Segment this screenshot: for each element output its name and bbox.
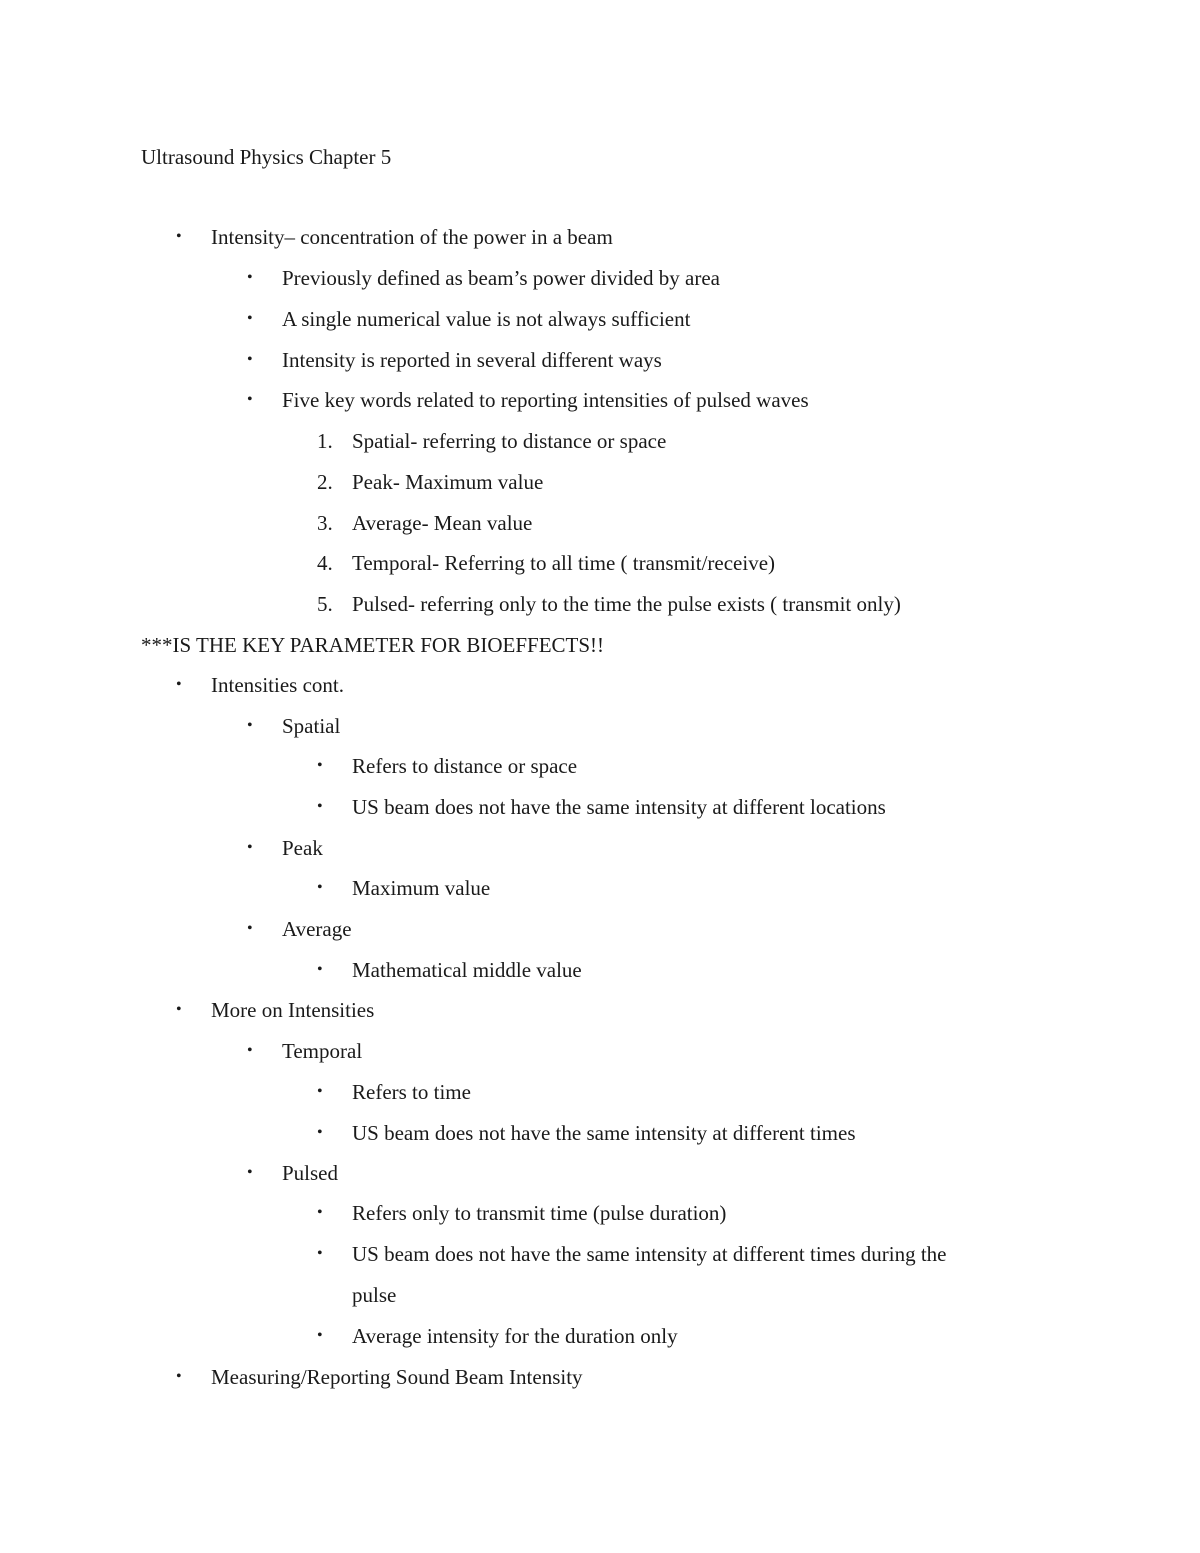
bullet-marker: • — [317, 1204, 323, 1221]
list-item: Temporal — [282, 1039, 363, 1063]
bullet-marker: • — [247, 310, 253, 327]
numbered-item: Peak- Maximum value — [352, 470, 544, 494]
list-item: Peak — [282, 836, 323, 860]
bullet-marker: • — [176, 676, 182, 693]
key-note: ***IS THE KEY PARAMETER FOR BIOEFFECTS!! — [141, 633, 605, 657]
list-item: Refers to distance or space — [352, 754, 578, 778]
bullet-marker: • — [247, 391, 253, 408]
list-number: 3. — [317, 511, 333, 535]
list-item: More on Intensities — [211, 998, 375, 1022]
list-item: US beam does not have the same intensity at different times — [352, 1121, 856, 1145]
bullet-marker: • — [247, 717, 253, 734]
bullet-marker: • — [317, 1245, 323, 1262]
bullet-marker: • — [317, 798, 323, 815]
bullet-marker: • — [176, 1368, 182, 1385]
document-title: Ultrasound Physics Chapter 5 — [141, 145, 392, 169]
list-item: Maximum value — [352, 876, 491, 900]
bullet-marker: • — [247, 920, 253, 937]
list-item: Intensity is reported in several different ways — [282, 348, 662, 372]
list-item: US beam does not have the same intensity at different locations — [352, 795, 886, 819]
list-item: Refers to time — [352, 1080, 471, 1104]
list-item: Pulsed — [282, 1161, 339, 1185]
list-number: 4. — [317, 551, 333, 575]
bullet-marker: • — [317, 961, 323, 978]
list-item: Measuring/Reporting Sound Beam Intensity — [211, 1365, 583, 1389]
list-item-continuation: pulse — [352, 1283, 397, 1307]
bullet-marker: • — [247, 1042, 253, 1059]
list-number: 2. — [317, 470, 333, 494]
bullet-marker: • — [317, 1083, 323, 1100]
list-item: Average intensity for the duration only — [352, 1324, 678, 1348]
bullet-marker: • — [247, 351, 253, 368]
list-item: Refers only to transmit time (pulse duration) — [352, 1201, 727, 1225]
list-item: Average — [282, 917, 352, 941]
bullet-marker: • — [247, 1164, 253, 1181]
list-item: Intensities cont. — [211, 673, 344, 697]
bullet-marker: • — [317, 879, 323, 896]
numbered-item: Temporal- Referring to all time ( transmit/receive) — [352, 551, 776, 575]
list-item: US beam does not have the same intensity at different times during the — [352, 1242, 947, 1266]
list-item: Five key words related to reporting intensities of pulsed waves — [282, 388, 809, 412]
list-item: Mathematical middle value — [352, 958, 582, 982]
bullet-marker: • — [317, 1327, 323, 1344]
bullet-marker: • — [247, 839, 253, 856]
numbered-item: Average- Mean value — [352, 511, 533, 535]
list-item: Intensity– concentration of the power in a beam — [211, 225, 613, 249]
list-number: 5. — [317, 592, 333, 616]
bullet-marker: • — [176, 1001, 182, 1018]
list-item: Previously defined as beam’s power divided by area — [282, 266, 720, 290]
list-item: Spatial — [282, 714, 341, 738]
bullet-marker: • — [247, 269, 253, 286]
list-item: A single numerical value is not always sufficient — [282, 307, 691, 331]
numbered-item: Spatial- referring to distance or space — [352, 429, 667, 453]
list-number: 1. — [317, 429, 333, 453]
bullet-marker: • — [176, 228, 182, 245]
bullet-marker: • — [317, 757, 323, 774]
numbered-item: Pulsed- referring only to the time the pulse exists ( transmit only) — [352, 592, 901, 616]
bullet-marker: • — [317, 1124, 323, 1141]
